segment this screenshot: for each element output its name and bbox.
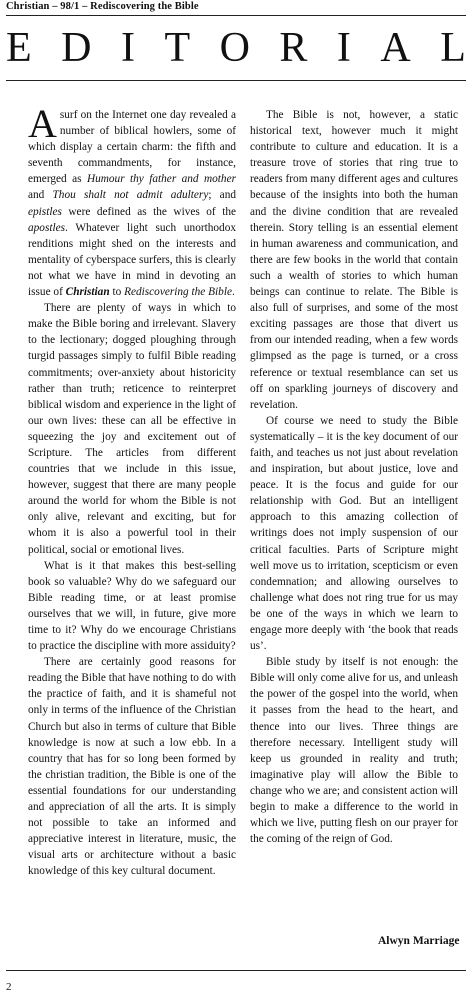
page-title <box>6 22 466 74</box>
paragraph: Of course we need to study the Bible systematically – it is the key document of our faith, and teaches us not just about revelation and inspiration, but about justice, love and peace. It is the focus and guide for our relationship with God. But an intelligent approach to this amazing collection of writings does not imply suspension of our critical faculties. Parts of Scripture might well move us to irritation, scepticism or even condemnation; and allowing ourselves to challenge what does not ring true for us may be one of the ways in which we learn to engage more deeply with ‘the book that reads us’. <box>250 414 458 653</box>
italic-run: Humour thy father and mother <box>86 173 236 186</box>
title-letter: L <box>440 25 466 71</box>
paragraph: There are certainly good reasons for reading the Bible that have nothing to do with the practice of faith, and it is shameful not only in terms of the influence of the Christian Church but also in terms of culture that Bible knowledge is now at such a low ebb. In a country that has for so long been formed by the christian tradition, the Bible is one of the essential foundations for our understanding and appreciation of all the arts. It is simply not possible to take an informed and appreciative interest in literature, music, the visual arts or architecture without a basic knowledge of this key cultural document. <box>28 656 236 878</box>
bold-italic-run: Christian <box>65 286 110 299</box>
left-column <box>28 101 236 880</box>
title-letter: E <box>6 25 32 71</box>
bottom-rule <box>6 970 466 971</box>
paragraph: Bible study by itself is not enough: the Bible will only come alive for us, and unleash the power of the gospel into the world, when it passes from the head to the heart, and thence into our lives. Three things are therefore necessary. Intelligent study will keep us grounded in reality and truth; imaginative play will allow the Bible to change who we are; and consistent action will begin to make a difference to the world in which we live, putting flesh on our prayer for the coming of the reign of God. <box>250 656 459 846</box>
italic-run: Thou shalt not admit adultery <box>52 189 209 202</box>
text-run: ; and <box>208 189 236 202</box>
author-signature: Alwyn Marriage <box>378 935 460 947</box>
text-run: . <box>231 286 235 299</box>
text-run: to <box>109 286 125 299</box>
running-head: Christian – 98/1 – Rediscovering the Bible <box>6 1 199 12</box>
top-rule <box>6 15 466 16</box>
text-run: were defined as the wives of the <box>61 205 236 218</box>
title-letter: D <box>61 25 92 71</box>
title-letter: O <box>219 25 250 71</box>
page-number: 2 <box>6 981 12 993</box>
text-run: and <box>28 189 53 202</box>
paragraph <box>28 101 236 300</box>
title-letter: I <box>120 25 135 71</box>
title-letter: A <box>380 25 411 71</box>
text-run: surf on the Internet one day revealed a number of biblical howlers, some of which display a certain charm: the fifth and seventh commandments, for instance, emerged as <box>28 109 236 186</box>
italic-run: epistles <box>28 205 62 218</box>
title-rule <box>6 80 466 81</box>
paragraph: What is it that makes this best-selling book so valuable? Why do we safeguard our Bible reading time, or at least promise ourselves that we will, in future, give more time to it? Why do we encourage Christians to practice the discipline with more assiduity? <box>28 559 236 653</box>
text-run: . Whatever light such unorthodox renditions might shed on the interests and mentality of cyberspace surfers, this is clearly not what we have in mind in devoting an issue of <box>28 221 236 299</box>
title-letter: T <box>164 25 191 71</box>
drop-cap: A <box>28 101 57 146</box>
paragraph: The Bible is not, however, a static historical text, however much it might contribute to culture and education. It is a treasure trove of stories that ring true to readers from many different ages and cultures because of the insights into both the human and the divine condition that are revealed therein. Story telling is an essential element in human awareness and communication, and there are few books in the world that contain such a wealth of stories to which human beings can continue to relate. The Bible is also full of surprises, and some of the most exciting passages are those that divert us from our intended reading, when a few words glimpsed as the page is turned, or a cross reference or textual resemblance can set us off on sparkling journeys of discovery and revelation. <box>250 109 458 411</box>
title-letter: I <box>336 25 351 71</box>
paragraph: There are plenty of ways in which to make the Bible boring and irrelevant. Slavery to the lectionary; dogged ploughing through turgid passages simply to fulfil Bible reading commitments; over-anxiety about historicity rather than truth; reticence to reinterpret biblical wisdom and experience in the light of our own lives: these can all be effective in squeezing the joy and excitement out of Scripture. The articles from different countries that we include in this issue, however, suggest that there are many people around the world for whom the Bible is not only alive, relevant and exciting, but for whom it is also a powerful tool in their political, social or emotional lives. <box>28 302 236 556</box>
italic-run: apostles <box>28 221 66 234</box>
title-letter: R <box>279 25 308 71</box>
italic-run: Rediscovering the Bible <box>124 286 232 299</box>
right-column <box>250 107 458 847</box>
